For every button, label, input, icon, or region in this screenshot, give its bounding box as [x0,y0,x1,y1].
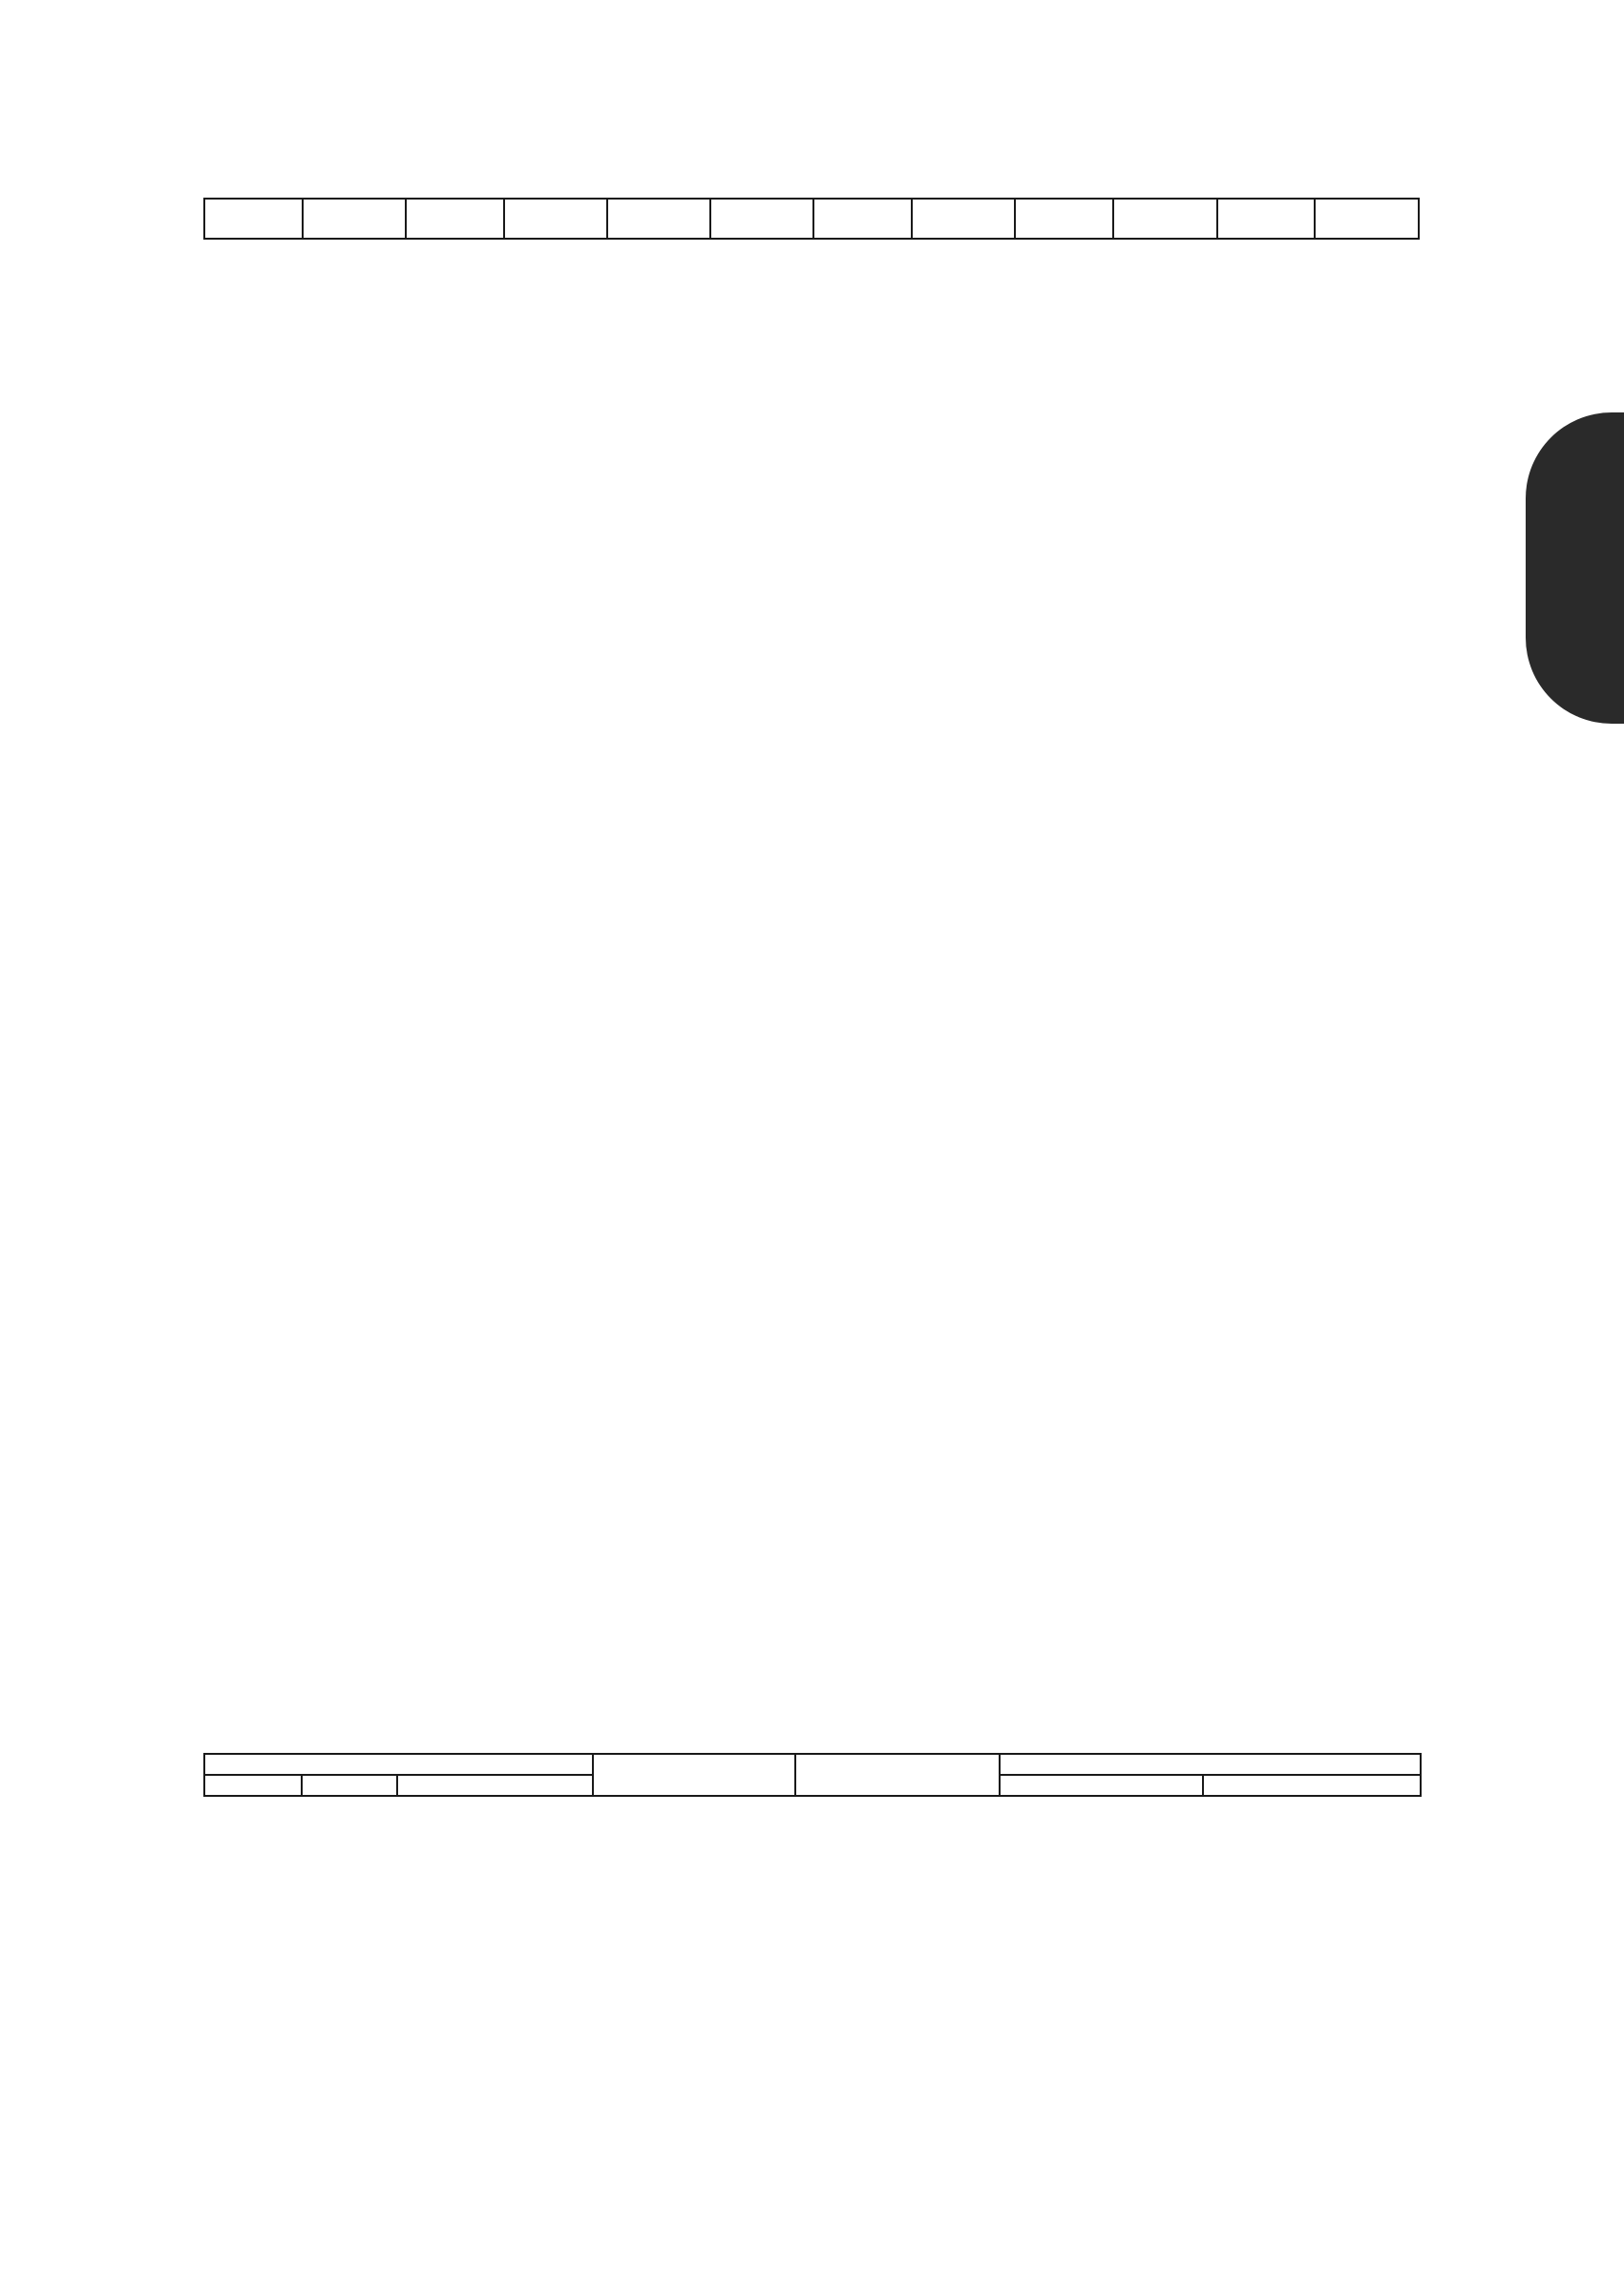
header-price-per-meter [1000,1775,1203,1796]
header-nominal [607,199,711,239]
header-nominal [204,199,303,239]
stainless-pipe-price-table [203,198,1420,240]
header-price-per-6m [1203,1775,1421,1796]
header-nb [302,1775,397,1796]
header-thickness [593,1754,795,1796]
header-thickness [1113,199,1217,239]
header-thickness [710,199,813,239]
header-price [406,199,504,239]
header-row [204,199,1419,239]
header-price [1217,199,1316,239]
header-nominal-group [204,1754,593,1775]
header-nominal-size [204,1775,302,1796]
header-sch [1315,199,1419,239]
header-sch [504,199,607,239]
header-price [813,199,912,239]
section-side-tab [1526,412,1624,724]
header-sch [912,199,1016,239]
header-price-group [1000,1754,1421,1775]
press-fit-pipe-table [203,1753,1422,1797]
header-thickness [303,199,407,239]
header-outer-diameter [397,1775,593,1796]
header-nominal [1015,199,1113,239]
header-weight [795,1754,1000,1796]
